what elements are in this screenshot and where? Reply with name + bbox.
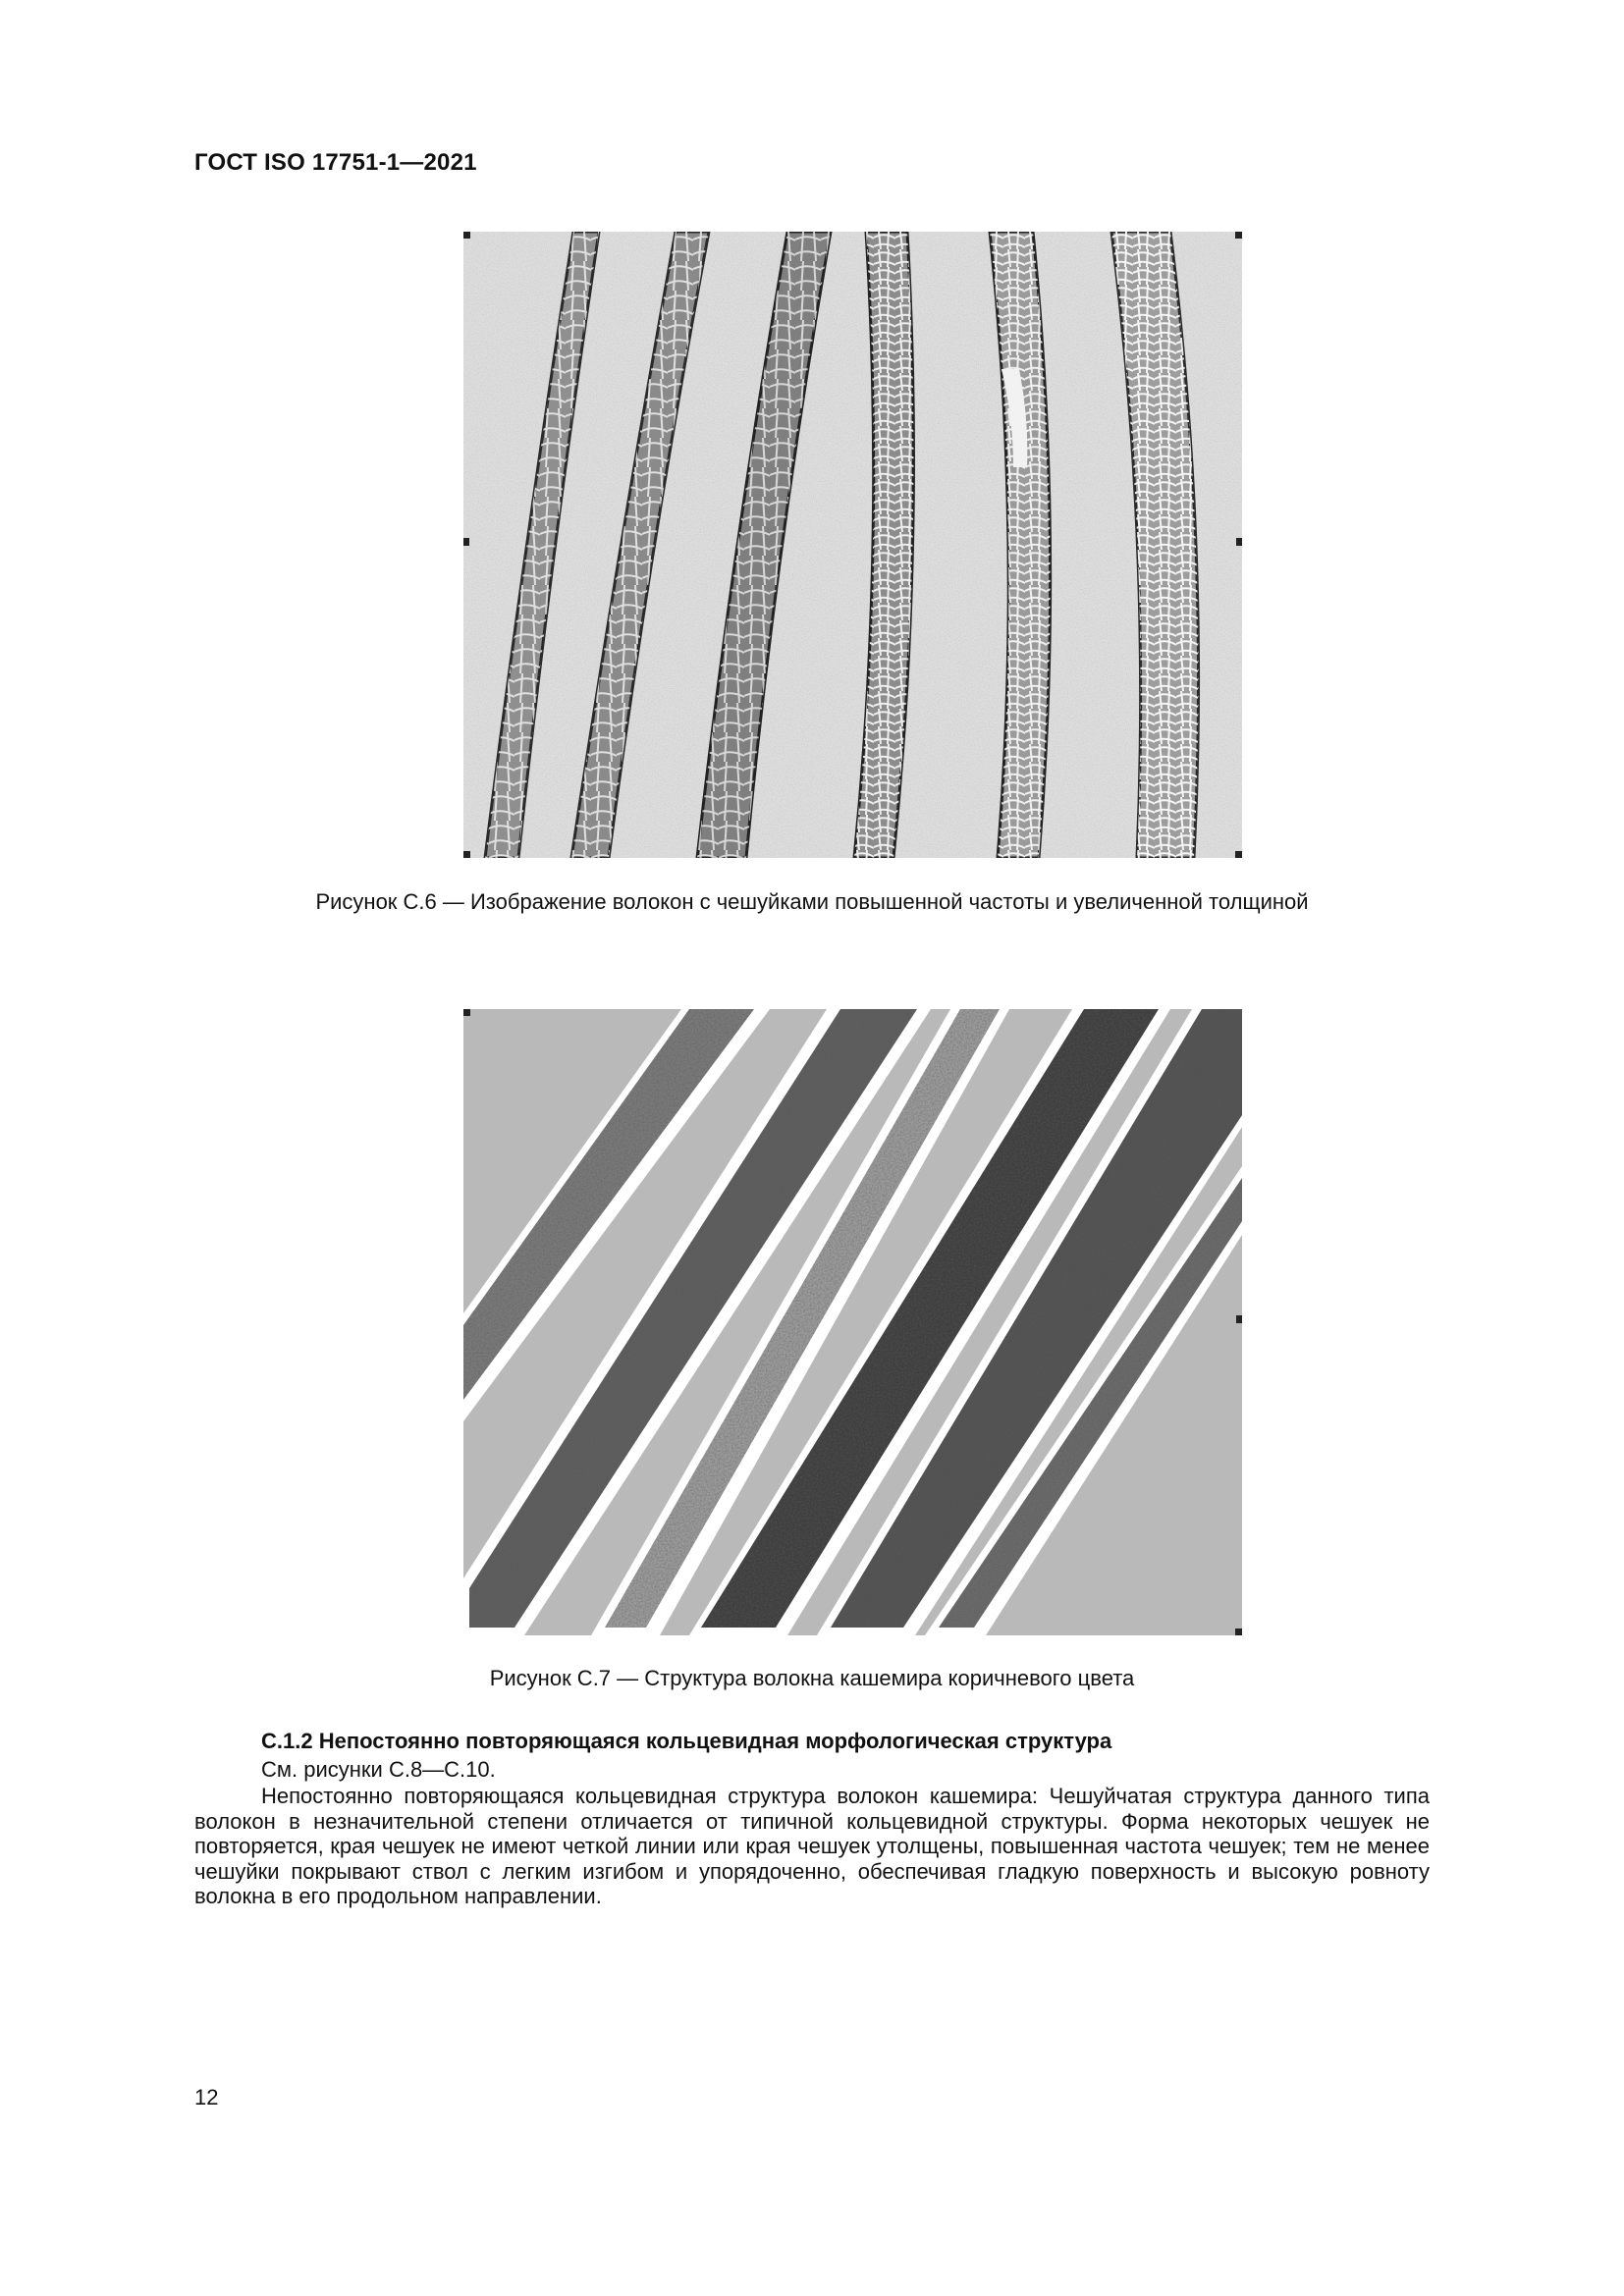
figure-c7-image xyxy=(463,1009,1242,1635)
document-header: ГОСТ ISO 17751-1—2021 xyxy=(194,149,477,176)
figure-c6-micrograph xyxy=(463,232,1242,858)
section-figure-reference: См. рисунки С.8—С.10. xyxy=(261,1757,496,1782)
figure-c7-micrograph xyxy=(463,1009,1242,1635)
section-heading: С.1.2 Непостоянно повторяющаяся кольцевидная морфологическая структура xyxy=(261,1729,1112,1753)
figure-c7-caption: Рисунок С.7 — Структура волокна кашемира коричневого цвета xyxy=(489,1666,1135,1690)
figure-c6-caption: Рисунок С.6 — Изображение волокон с чешуйками повышенной частоты и увеличенной толщиной xyxy=(315,889,1309,914)
figure-c6-image xyxy=(463,232,1242,858)
section-paragraph: Непостоянно повторяющаяся кольцевидная структура волокон кашемира: Чешуйчатая структура данного типа волокон в незначительной степени отличается от типичной кольцевидной структуры. Форма некоторых чешуек не повторяется, края чешуек не имеют четкой линии или края чешуек утолщены, повышенная частота чешуек; тем не менее чешуйки покрывают ствол с легким изгибом и упорядоченно, обеспечивая гладкую поверхность и высокую ровноту волокна в его продольном направлении. xyxy=(194,1784,1430,1908)
page-number: 12 xyxy=(194,2085,219,2109)
